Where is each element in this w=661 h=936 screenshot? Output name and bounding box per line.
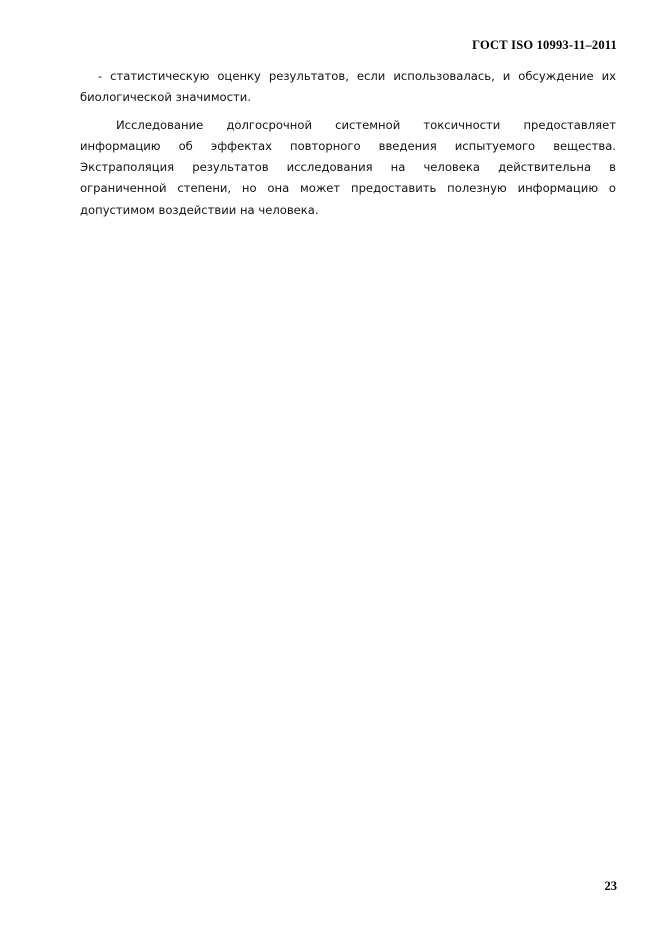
page-number: 23 <box>604 879 617 893</box>
paragraph-long-term-toxicity-study: Исследование долгосрочной системной токсичности предоставляет информацию об эффектах повторного введения испытуемого вещества. Экстраполяция результатов исследования на человека действительна в ограниченной степени, но она может предоставить полезную информацию о допустимом воздействии на человека. <box>80 118 616 217</box>
document-header-standard-number: ГОСТ ISO 10993-11–2011 <box>472 38 617 52</box>
document-body <box>80 66 616 221</box>
paragraph-statistical-evaluation: - статистическую оценку результатов, если использовалась, и обсуждение их биологической значимости. <box>80 69 616 105</box>
